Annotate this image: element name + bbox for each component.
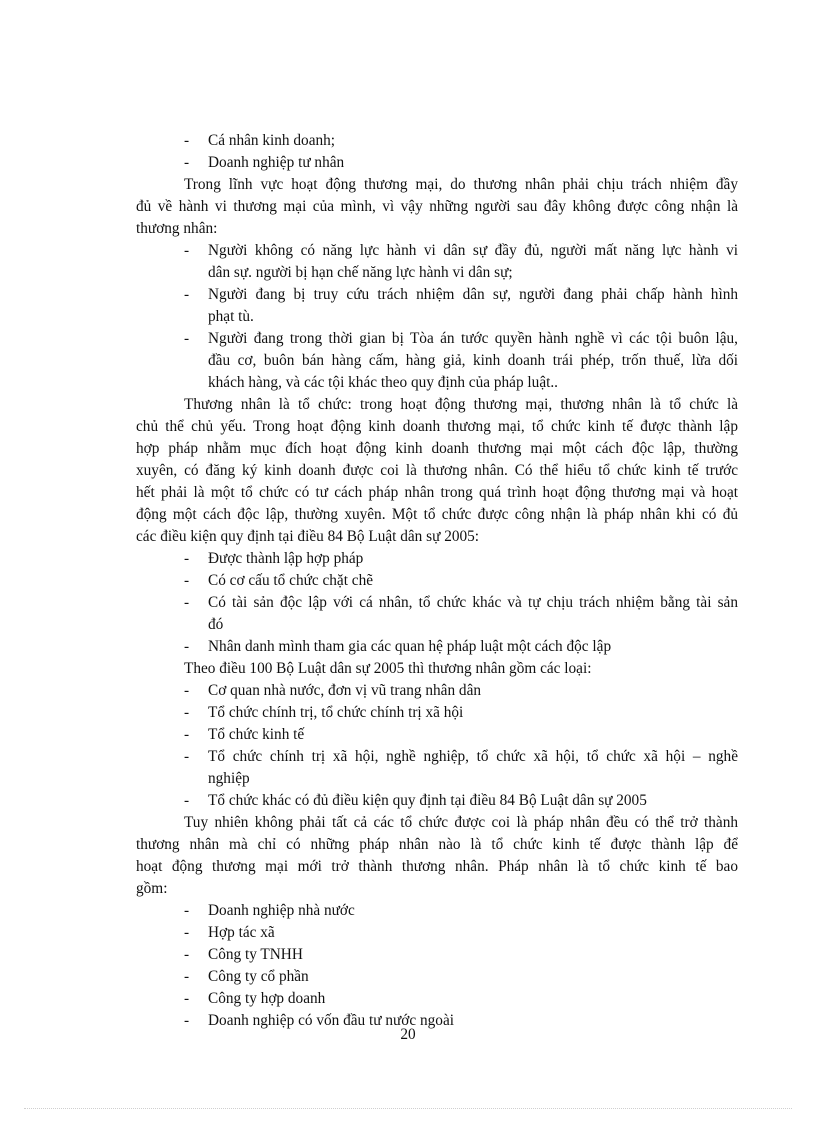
page-body: [136, 130, 738, 1032]
list-item-text: Tổ chức chính trị, tổ chức chính trị xã hội: [208, 704, 464, 721]
list-item-line: đầu cơ, buôn bán hàng cấm, hàng giả, kinh doanh trái phép, trốn thuế, lừa dối: [208, 352, 738, 369]
list-item: [136, 570, 738, 592]
paragraph-line: hoạt động thương mại mới trở thành thương nhân. Pháp nhân là tổ chức kinh tế bao: [136, 858, 738, 875]
list-item-text: [208, 328, 738, 394]
bullet-dash: -: [184, 572, 190, 589]
list-item: [136, 702, 738, 724]
bullet-dash: -: [184, 594, 190, 611]
list-item-text: [208, 284, 738, 328]
list-item: [136, 152, 738, 174]
list-item: [136, 240, 738, 284]
paragraph-line: đủ về hành vi thương mại của mình, vì vậy những người sau đây không được công nhận là: [136, 198, 738, 215]
bullet-dash: -: [184, 330, 190, 347]
bullet-dash: -: [184, 726, 190, 743]
list-item: [136, 966, 738, 988]
list-item-text: [208, 746, 738, 790]
bullet-dash: -: [184, 946, 190, 963]
list-item-line: Người không có năng lực hành vi dân sự đầy đủ, người mất năng lực hành vi: [208, 242, 738, 259]
paragraph-line: Thương nhân là tổ chức: trong hoạt động thương mại, thương nhân là tổ chức là: [184, 396, 738, 413]
paragraph-line: chủ thể chủ yếu. Trong hoạt động kinh doanh thương mại, tổ chức kinh tế được thành lập: [136, 418, 738, 435]
bullet-dash: -: [184, 242, 190, 259]
list-item: [136, 944, 738, 966]
list-item-line: phạt tù.: [208, 308, 254, 325]
list-item: [136, 988, 738, 1010]
bullet-dash: -: [184, 792, 190, 809]
list-item: [136, 284, 738, 328]
list-item-text: Công ty TNHH: [208, 946, 303, 963]
bullet-dash: -: [184, 924, 190, 941]
list-item-text: Tổ chức khác có đủ điều kiện quy định tại điều 84 Bộ Luật dân sự 2005: [208, 792, 647, 809]
bullet-dash: -: [184, 132, 190, 149]
bullet-dash: -: [184, 748, 190, 765]
paragraph-line: hợp pháp nhằm mục đích hoạt động kinh doanh thương mại một cách độc lập, thường: [136, 440, 738, 457]
bullet-dash: -: [184, 550, 190, 567]
list-item-text: Doanh nghiệp có vốn đầu tư nước ngoài: [208, 1012, 454, 1029]
bullet-dash: -: [184, 902, 190, 919]
page-number: 20: [400, 1026, 416, 1043]
paragraph-line: Theo điều 100 Bộ Luật dân sự 2005 thì thương nhân gồm các loại:: [184, 660, 592, 677]
list-item-line: Người đang bị truy cứu trách nhiệm dân sự, người đang phải chấp hành hình: [208, 286, 738, 303]
list-item: [136, 746, 738, 790]
paragraph-line: xuyên, có đăng ký kinh doanh được coi là thương nhân. Có thể hiểu tổ chức kinh tế trước: [136, 462, 738, 479]
list-item-text: Doanh nghiệp tư nhân: [208, 154, 345, 171]
paragraph-line: thương nhân mà chỉ có những pháp nhân nào là tổ chức kinh tế được thành lập để: [136, 836, 738, 853]
paragraph-line: các điều kiện quy định tại điều 84 Bộ Luật dân sự 2005:: [136, 528, 480, 545]
bullet-dash: -: [184, 638, 190, 655]
list-item: [136, 922, 738, 944]
list-item: [136, 548, 738, 570]
bullet-dash: -: [184, 704, 190, 721]
list-item-text: Được thành lập hợp pháp: [208, 550, 364, 567]
list-item: [136, 130, 738, 152]
list-item: [136, 592, 738, 636]
bullet-dash: -: [184, 968, 190, 985]
paragraph-line: Trong lĩnh vực hoạt động thương mại, do thương nhân phải chịu trách nhiệm đầy: [184, 176, 738, 193]
list-item: [136, 790, 738, 812]
list-item-text: Có cơ cấu tổ chức chặt chẽ: [208, 572, 374, 589]
list-item-text: [208, 592, 738, 636]
list-item-text: Doanh nghiệp nhà nước: [208, 902, 355, 919]
list-item-line: dân sự. người bị hạn chế năng lực hành vi dân sự;: [208, 264, 513, 281]
list-item: [136, 680, 738, 702]
bullet-dash: -: [184, 286, 190, 303]
list-item-text: Cá nhân kinh doanh;: [208, 132, 336, 149]
paragraph-line: thương nhân:: [136, 220, 218, 237]
list-item-line: Người đang trong thời gian bị Tòa án tước quyền hành nghề vì các tội buôn lậu,: [208, 330, 738, 347]
list-item-text: Công ty cổ phần: [208, 968, 309, 985]
list-item-line: Có tài sản độc lập với cá nhân, tổ chức khác và tự chịu trách nhiệm bằng tài sản: [208, 594, 738, 611]
list-item-line: đó: [208, 616, 224, 633]
paragraph-line: động một cách độc lập, thường xuyên. Một tổ chức được công nhận là pháp nhân khi có đủ: [136, 506, 738, 523]
list-item: [136, 724, 738, 746]
list-item-text: Cơ quan nhà nước, đơn vị vũ trang nhân dân: [208, 682, 482, 699]
bullet-dash: -: [184, 1012, 190, 1029]
list-item: [136, 636, 738, 658]
list-item-line: nghiệp: [208, 770, 250, 787]
list-item-text: Tổ chức kinh tế: [208, 726, 305, 743]
list-item-line: khách hàng, và các tội khác theo quy định của pháp luật..: [208, 374, 559, 391]
bullet-dash: -: [184, 682, 190, 699]
list-item-text: Công ty hợp doanh: [208, 990, 326, 1007]
list-item: [136, 328, 738, 394]
list-item-text: [208, 240, 738, 284]
paragraph-line: hết phải là một tổ chức có tư cách pháp nhân trong quá trình hoạt động thương mại và hoạt: [136, 484, 738, 501]
paragraph-line: Tuy nhiên không phải tất cả các tổ chức được coi là pháp nhân đều có thể trở thành: [184, 814, 738, 831]
list-item-text: Nhân danh mình tham gia các quan hệ pháp luật một cách độc lập: [208, 638, 612, 655]
bullet-dash: -: [184, 154, 190, 171]
list-item: [136, 900, 738, 922]
list-item-line: Tổ chức chính trị xã hội, nghề nghiệp, tổ chức xã hội, tổ chức xã hội – nghề: [208, 748, 738, 765]
bullet-dash: -: [184, 990, 190, 1007]
page-bottom-divider: [24, 1108, 792, 1109]
list-item-text: Hợp tác xã: [208, 924, 275, 941]
paragraph-line: gồm:: [136, 880, 168, 897]
